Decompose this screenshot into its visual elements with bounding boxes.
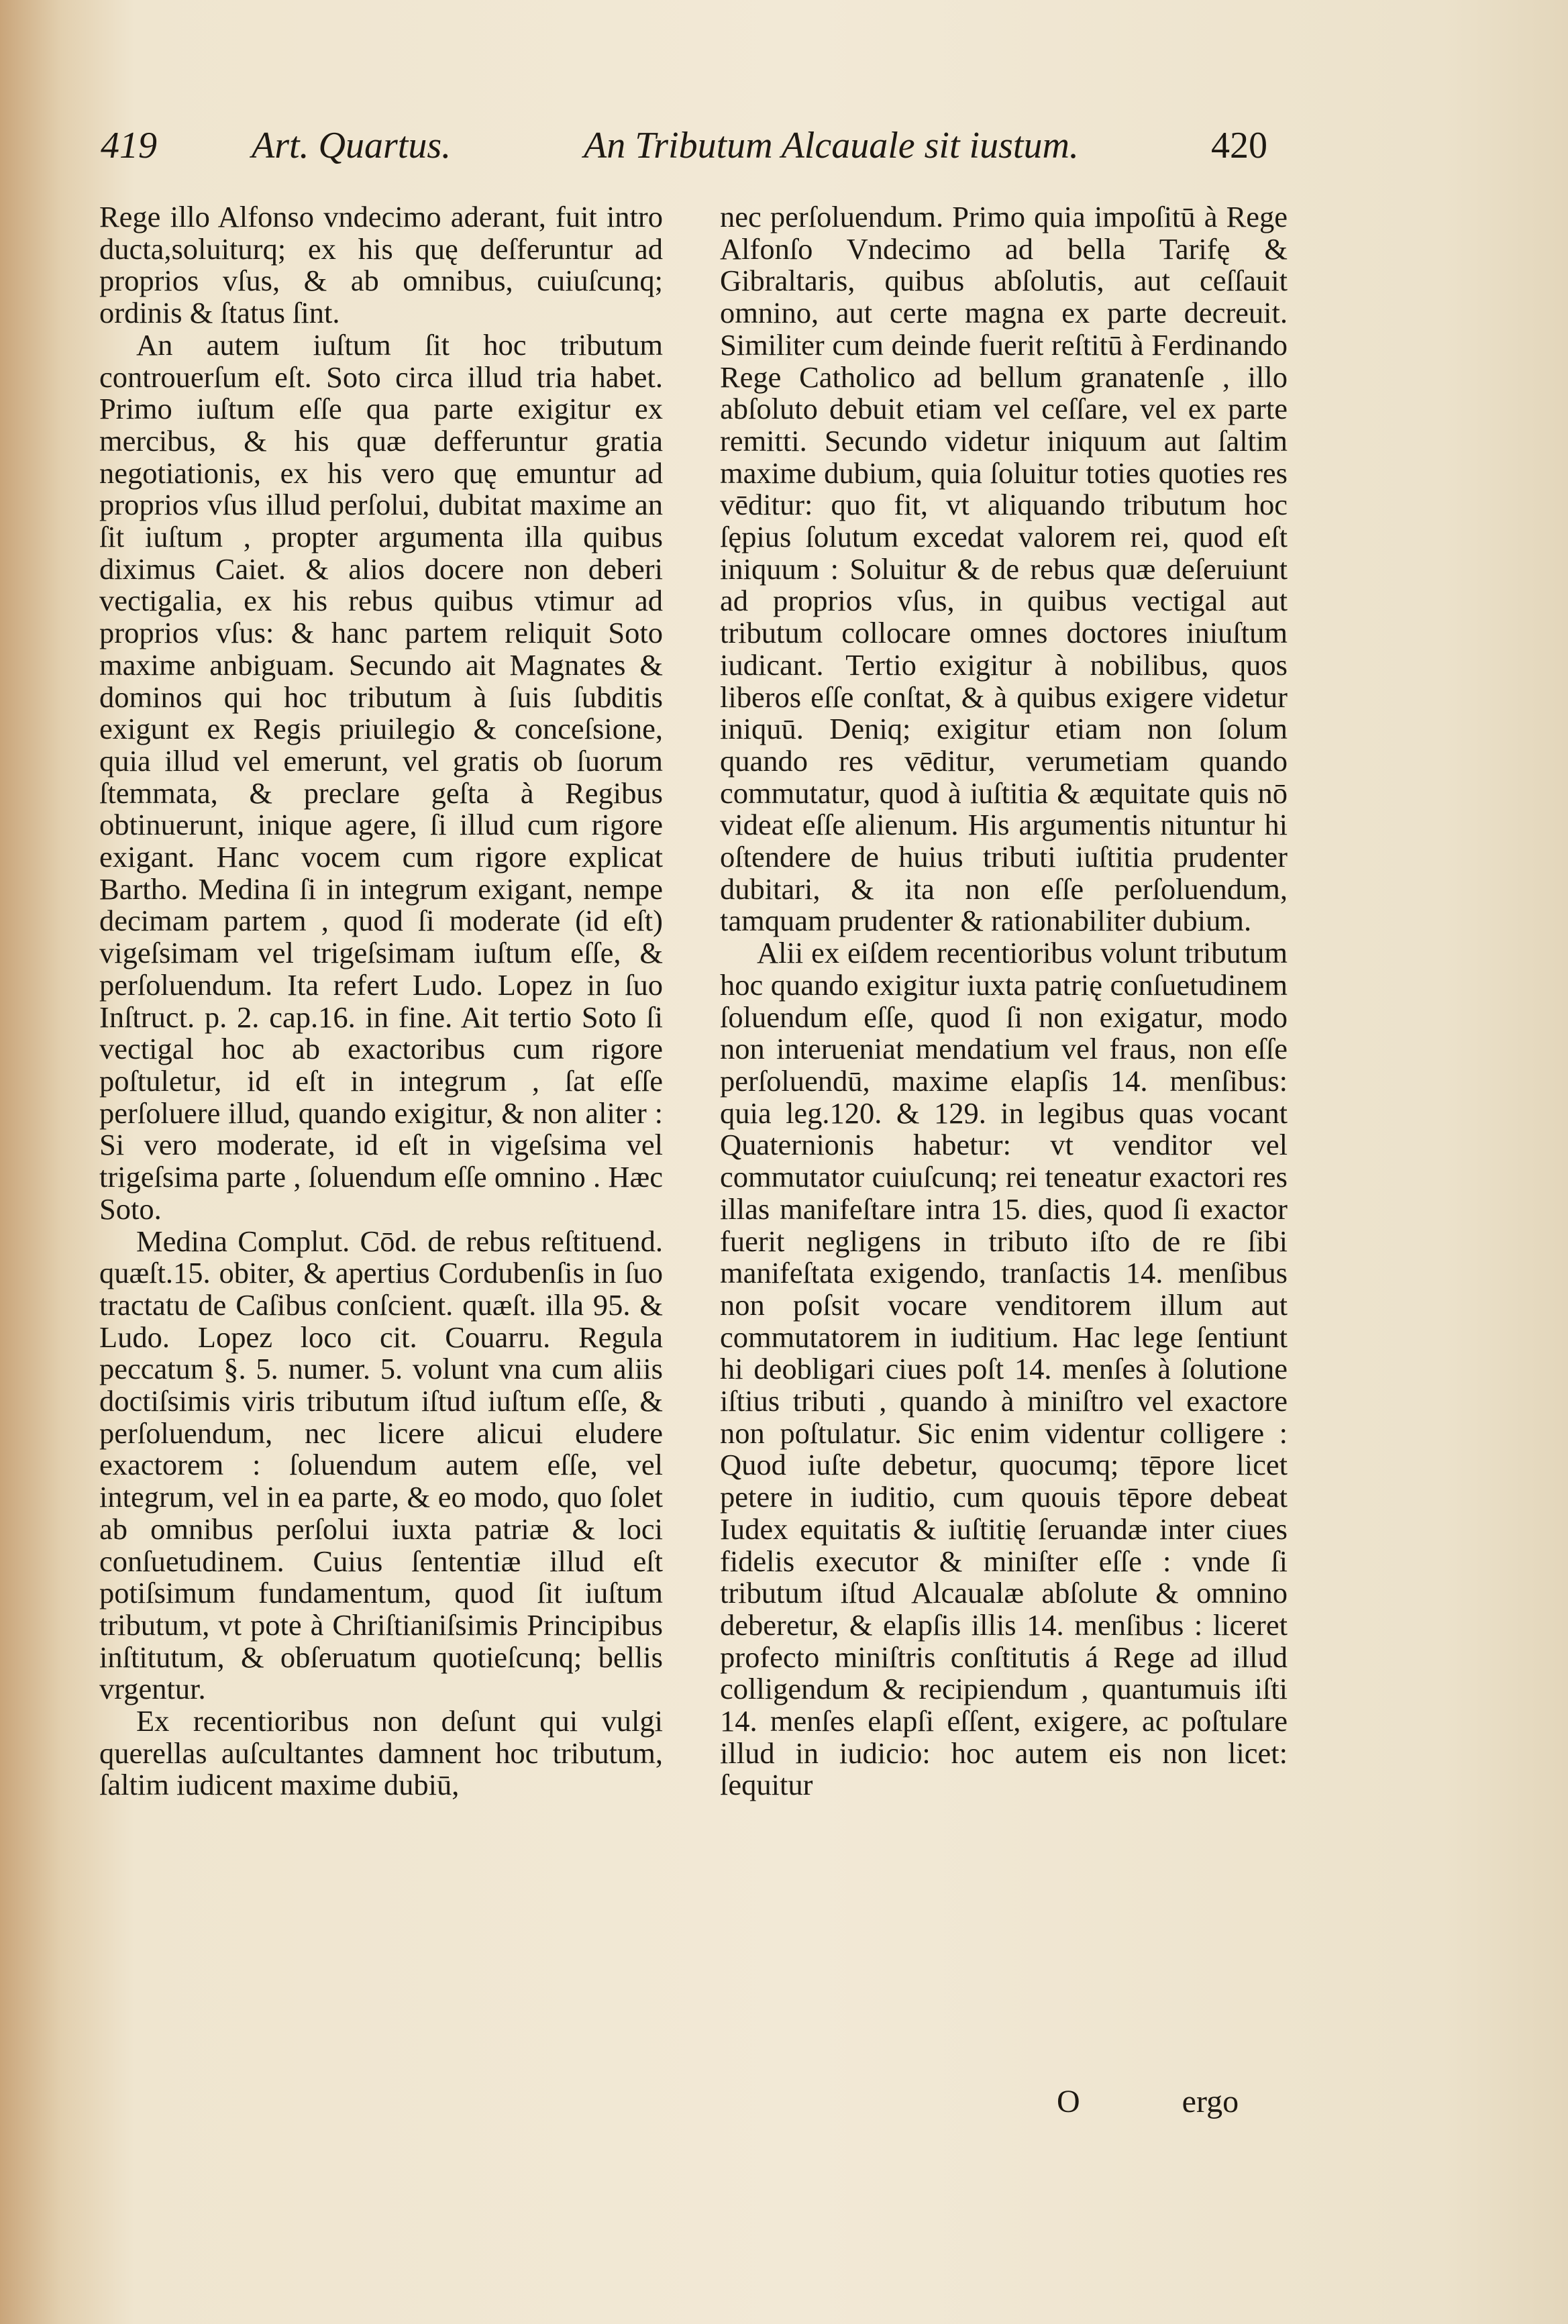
article-heading: Art. Quartus. <box>252 125 452 166</box>
paragraph: nec perſoluendum. Primo quia impoſitū à Rege Alfonſo Vndecimo ad bella Tarifę & Gibraltaris, quibus abſolutis, aut ceſſauit omnino, aut certe magna ex parte decreuit. Similiter cum deinde fuerit reſtitū à Ferdinando Rege Catholico ad bellum granatenſe , illo abſoluto debuit etiam vel ceſſare, vel ex parte remitti. Secundo videtur iniquum aut ſaltim maxime dubium, quia ſoluitur toties quoties res vēditur: quo fit, vt aliquando tributum hoc ſępius ſolutum excedat valorem rei, quod eſt iniquum : Soluitur & de rebus quæ deſeruiunt ad proprios vſus, in quibus vectigal aut tributum collocare omnes doctores iniuſtum iudicant. Tertio exigitur à nobilibus, quos liberos eſſe conſtat, & à quibus exigere videtur iniquū. Deniq; exigitur etiam non ſolum quando res vēditur, verumetiam quando commutatur, quod à iuſtitia & æquitate quis nō videat eſſe alienum. His argumentis nituntur hi oſtendere de huius tributi iuſtitia prudenter dubitari, & ita non eſſe perſoluendum, tamquam prudenter & rationabiliter dubium. <box>720 200 1288 938</box>
paragraph: Alii ex eiſdem recentioribus volunt tributum hoc quando exigitur iuxta patrię conſuetudinem ſoluendum eſſe, quod ſi non exigatur, modo non interueniat mendatium vel fraus, non eſſe perſoluendū, maxime elapſis 14. menſibus: quia leg.120. & 129. in legibus quas vocant Quaternionis habetur: vt venditor vel commutator cuiuſcunq; rei teneatur exactori res illas manifeſtare intra 15. dies, quod ſi exactor fuerit negligens in tributo iſto de re ſibi manifeſtata exigendo, tranſactis 14. menſibus non poſsit vocare venditorem illum aut commutatorem in iuditium. Hac lege ſentiunt hi deobligari ciues poſt 14. menſes à ſolutione iſtius tributi , quando à miniſtro vel exactore non poſtulatur. Sic enim videntur colligere : Quod iuſte debetur, quocumq; tēpore licet petere in iuditio, cum quouis tēpore debeat Iudex equitatis & iuſtitię ſeruandæ inter ciues fidelis executor & miniſter eſſe : vnde ſi tributum iſtud Alcaualæ abſolute & omnino deberetur, & elapſis illis 14. menſibus : liceret profecto miniſtris conſtitutis á Rege ad illud colligendum & recipiendum , quantumuis iſti 14. menſes elapſi eſſent, exigere, ac poſtulare illud in iudicio: hoc autem eis non licet: ſequitur <box>720 936 1288 1802</box>
catchword: ergo <box>1182 2084 1239 2119</box>
signature-mark: O <box>1057 2084 1080 2119</box>
page-number-left: 419 <box>101 125 157 166</box>
running-head <box>101 124 1282 184</box>
footer-line <box>1057 2083 1239 2120</box>
chapter-title: An Tributum Alcauale sit iustum. <box>584 125 1079 166</box>
right-column <box>720 201 1288 1801</box>
paragraph: Ex recentioribus non deſunt qui vulgi querellas auſcultantes damnent hoc tributum, ſaltim iudicent maxime dubiū, <box>99 1704 663 1802</box>
page-number-right: 420 <box>1211 125 1267 166</box>
paragraph: Medina Complut. Cōd. de rebus reſtituend. quæſt.15. obiter, & apertius Cordubenſis in ſuo tractatu de Caſibus conſcient. quæſt. illa 95. & Ludo. Lopez loco cit. Couarru. Regula peccatum §. 5. numer. 5. volunt vna cum aliis doctiſsimis viris tributum iſtud iuſtum eſſe, & perſoluendum, nec licere alicui eludere exactorem : ſoluendum autem eſſe, vel integrum, vel in ea parte, & eo modo, quo ſolet ab omnibus perſolui iuxta patriæ & loci conſuetudinem. Cuius ſententiæ illud eſt potiſsimum fundamentum, quod ſit iuſtum tributum, vt pote à Chriſtianiſsimis Principibus inſtitutum, & obſeruatum quotieſcunq; bellis vrgentur. <box>99 1224 663 1706</box>
paragraph: An autem iuſtum ſit hoc tributum controuerſum eſt. Soto circa illud tria habet. Primo iuſtum eſſe qua parte exigitur ex mercibus, & his quæ defferuntur gratia negotiationis, ex his vero quę emuntur ad proprios vſus illud perſolui, dubitat maxime an ſit iuſtum , propter argumenta illa quibus diximus Caiet. & alios docere non deberi vectigalia, ex his rebus quibus vtimur ad proprios vſus: & hanc partem reliquit Soto maxime anbiguam. Secundo ait Magnates & dominos qui hoc tributum à ſuis ſubditis exigunt ex Regis priuilegio & conceſsione, quia illud vel emerunt, vel gratis ob ſuorum ſtemmata, & preclare geſta à Regibus obtinuerunt, inique agere, ſi illud cum rigore exigant. Hanc vocem cum rigore explicat Bartho. Medina ſi in integrum exigant, nempe decimam partem , quod ſi moderate (id eſt) vigeſsimam vel trigeſsimam iuſtum eſſe, & perſoluendum. Ita refert Ludo. Lopez in ſuo Inſtruct. p. 2. cap.16. in fine. Ait tertio Soto ſi vectigal hoc ab exactoribus cum rigore poſtuletur, id eſt in integrum , ſat eſſe perſoluere illud, quando exigitur, & non aliter : Si vero moderate, id eſt in vigeſsima vel trigeſsima parte , ſoluendum eſſe omnino . Hæc Soto. <box>99 327 663 1226</box>
paragraph: Rege illo Alfonso vndecimo aderant, fuit intro ducta,soluiturq; ex his quę deſferuntur ad proprios vſus, & ab omnibus, cuiuſcunq; ordinis & ſtatus ſint. <box>99 200 663 330</box>
left-column <box>99 201 663 1801</box>
